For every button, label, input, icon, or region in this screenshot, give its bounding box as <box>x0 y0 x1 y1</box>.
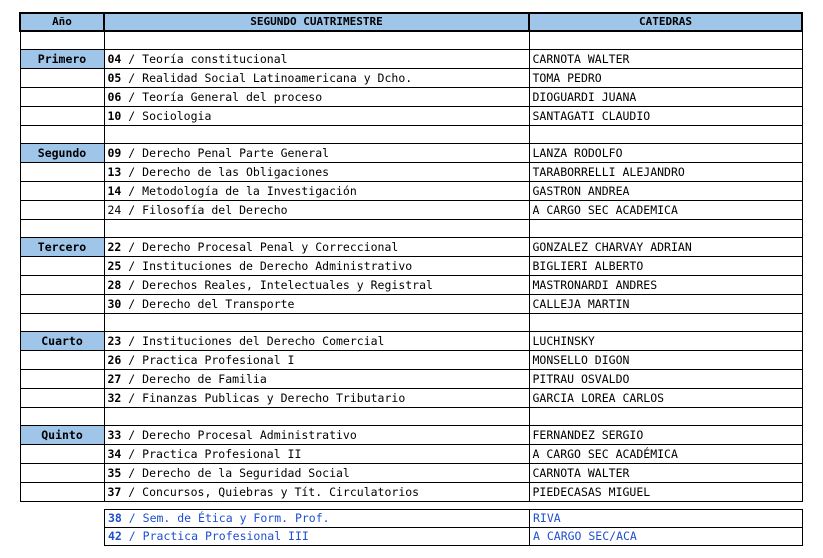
year-label: Tercero <box>20 238 104 257</box>
subject-cell <box>104 276 529 295</box>
professor-cell: A CARGO SEC ACADEMICA <box>529 201 802 220</box>
subject-name: Finanzas Publicas y Derecho Tributario <box>142 391 406 405</box>
subject-code: 13 <box>107 165 122 179</box>
subject-cell <box>104 257 529 276</box>
year-cell <box>20 445 104 464</box>
year-cell <box>20 182 104 201</box>
subject-name: Practica Profesional III <box>142 529 309 543</box>
extra-table <box>104 509 803 546</box>
separator: / <box>121 109 143 123</box>
subject-cell <box>104 182 529 201</box>
separator: / <box>121 240 143 254</box>
subject-cell <box>104 69 529 88</box>
separator: / <box>121 184 143 198</box>
separator: / <box>121 391 143 405</box>
subject-name: Instituciones del Derecho Comercial <box>142 334 385 348</box>
subject-code: 27 <box>107 372 122 386</box>
table-row <box>20 351 802 370</box>
subject-code: 04 <box>107 52 122 66</box>
separator: / <box>121 428 143 442</box>
separator: / <box>121 529 143 543</box>
subject-cell <box>104 163 529 182</box>
year-cell <box>20 276 104 295</box>
table-row <box>20 389 802 408</box>
year-cell <box>20 107 104 126</box>
subject-name: Filosofía del Derecho <box>142 203 288 217</box>
schedule-body <box>20 31 802 502</box>
spacer-cell <box>104 31 529 50</box>
spacer-cell <box>529 126 802 144</box>
subject-name: Practica Profesional I <box>142 353 295 367</box>
subject-code: 33 <box>107 428 122 442</box>
subject-name: Derechos Reales, Intelectuales y Registral <box>142 278 433 292</box>
subject-code: 09 <box>107 146 122 160</box>
separator: / <box>121 52 143 66</box>
subject-name: Derecho Penal Parte General <box>142 146 330 160</box>
spacer-cell <box>529 220 802 238</box>
subject-name: Derecho del Transporte <box>142 297 295 311</box>
subject-code: 24 <box>107 203 122 217</box>
separator: / <box>121 71 143 85</box>
subject-cell <box>104 445 529 464</box>
subject-cell <box>104 426 529 445</box>
year-label: Primero <box>20 50 104 69</box>
professor-cell: LANZA RODOLFO <box>529 144 802 163</box>
subject-cell <box>104 370 529 389</box>
professor-cell: FERNANDEZ SERGIO <box>529 426 802 445</box>
subject-cell <box>104 483 529 502</box>
year-label: Segundo <box>20 144 104 163</box>
year-cell <box>20 464 104 483</box>
subject-name: Derecho de Familia <box>142 372 267 386</box>
extra-row <box>105 528 803 546</box>
spacer-cell <box>529 314 802 332</box>
subject-name: Metodología de la Investigación <box>142 184 357 198</box>
separator: / <box>121 146 143 160</box>
subject-code: 37 <box>107 485 122 499</box>
subject-code: 28 <box>107 278 122 292</box>
spacer-cell <box>20 408 104 426</box>
subject-cell <box>104 50 529 69</box>
spacer-cell <box>20 314 104 332</box>
subject-name: Practica Profesional II <box>142 447 302 461</box>
subject-code: 23 <box>107 334 122 348</box>
separator: / <box>121 372 143 386</box>
subject-name: Sociologia <box>142 109 212 123</box>
subject-cell <box>104 389 529 408</box>
subject-code: 30 <box>107 297 122 311</box>
subject-cell <box>104 464 529 483</box>
table-row <box>20 332 802 351</box>
subject-code: 22 <box>107 240 122 254</box>
subject-code: 38 <box>108 511 122 525</box>
separator: / <box>121 203 143 217</box>
subject-cell <box>104 88 529 107</box>
table-row <box>20 182 802 201</box>
year-cell <box>20 389 104 408</box>
year-cell <box>20 69 104 88</box>
professor-cell: DIOGUARDI JUANA <box>529 88 802 107</box>
table-row <box>20 295 802 314</box>
year-label: Quinto <box>20 426 104 445</box>
table-row <box>20 276 802 295</box>
year-header: Año <box>20 13 104 31</box>
professor-cell: A CARGO SEC/ACA <box>530 528 803 546</box>
table-row <box>20 464 802 483</box>
professor-cell: GARCIA LOREA CARLOS <box>529 389 802 408</box>
spacer-cell <box>104 408 529 426</box>
spacer-cell <box>104 126 529 144</box>
spacer-cell <box>104 220 529 238</box>
table-row <box>20 370 802 389</box>
extra-body <box>105 510 803 546</box>
professor-cell: A CARGO SEC ACADÉMICA <box>529 445 802 464</box>
separator: / <box>121 447 143 461</box>
subject-code: 10 <box>107 109 122 123</box>
subject-cell <box>104 332 529 351</box>
subject-cell <box>105 528 530 546</box>
subject-code: 06 <box>107 90 122 104</box>
table-row <box>20 426 802 445</box>
professor-cell: BIGLIERI ALBERTO <box>529 257 802 276</box>
subject-name: Teoría General del proceso <box>142 90 323 104</box>
table-row <box>20 201 802 220</box>
spacer-row <box>20 408 802 426</box>
subject-name: Derecho Procesal Administrativo <box>142 428 357 442</box>
year-cell <box>20 201 104 220</box>
subject-code: 35 <box>107 466 122 480</box>
subject-cell <box>104 144 529 163</box>
spacer-cell <box>20 220 104 238</box>
table-row <box>20 238 802 257</box>
separator: / <box>121 485 143 499</box>
table-row <box>20 107 802 126</box>
professor-cell: RIVA <box>530 510 803 528</box>
professor-cell: GASTRON ANDREA <box>529 182 802 201</box>
year-cell <box>20 370 104 389</box>
spacer-cell <box>529 31 802 50</box>
subject-code: 05 <box>107 71 122 85</box>
subject-name: Instituciones de Derecho Administrativo <box>142 259 413 273</box>
year-cell <box>20 351 104 370</box>
table-row <box>20 50 802 69</box>
professor-cell: GONZALEZ CHARVAY ADRIAN <box>529 238 802 257</box>
subject-name: Realidad Social Latinoamericana y Dcho. <box>142 71 413 85</box>
separator: / <box>121 466 143 480</box>
professor-header: CATEDRAS <box>529 13 802 31</box>
spacer-row <box>20 220 802 238</box>
spacer-row <box>20 126 802 144</box>
professor-cell: LUCHINSKY <box>529 332 802 351</box>
separator: / <box>121 297 143 311</box>
professor-cell: SANTAGATI CLAUDIO <box>529 107 802 126</box>
table-row <box>20 69 802 88</box>
subject-cell <box>105 510 530 528</box>
table-row <box>20 163 802 182</box>
subject-cell <box>104 107 529 126</box>
subject-code: 34 <box>107 447 122 461</box>
year-cell <box>20 163 104 182</box>
professor-cell: CARNOTA WALTER <box>529 464 802 483</box>
separator: / <box>121 259 143 273</box>
year-cell <box>20 295 104 314</box>
spacer-cell <box>20 31 104 50</box>
spacer-row <box>20 31 802 50</box>
subject-cell <box>104 238 529 257</box>
header-row <box>20 13 802 31</box>
subject-name: Sem. de Ética y Form. Prof. <box>142 511 330 525</box>
year-cell <box>20 88 104 107</box>
subject-header: SEGUNDO CUATRIMESTRE <box>104 13 529 31</box>
separator: / <box>121 278 143 292</box>
table-row <box>20 88 802 107</box>
professor-cell: CALLEJA MARTIN <box>529 295 802 314</box>
professor-cell: CARNOTA WALTER <box>529 50 802 69</box>
professor-cell: TOMA PEDRO <box>529 69 802 88</box>
spacer-cell <box>104 314 529 332</box>
subject-code: 26 <box>107 353 122 367</box>
subject-cell <box>104 295 529 314</box>
spacer-row <box>20 314 802 332</box>
table-row <box>20 483 802 502</box>
separator: / <box>121 90 143 104</box>
subject-name: Teoría constitucional <box>142 52 288 66</box>
subject-name: Derecho de las Obligaciones <box>142 165 330 179</box>
subject-code: 32 <box>107 391 122 405</box>
subject-name: Derecho Procesal Penal y Correccional <box>142 240 399 254</box>
subject-code: 14 <box>107 184 122 198</box>
subject-cell <box>104 201 529 220</box>
separator: / <box>121 353 143 367</box>
year-label: Cuarto <box>20 332 104 351</box>
separator: / <box>121 334 143 348</box>
year-cell <box>20 483 104 502</box>
spacer-cell <box>529 408 802 426</box>
subject-cell <box>104 351 529 370</box>
table-row <box>20 257 802 276</box>
table-row <box>20 144 802 163</box>
professor-cell: PITRAU OSVALDO <box>529 370 802 389</box>
subject-code: 42 <box>108 529 122 543</box>
professor-cell: MASTRONARDI ANDRES <box>529 276 802 295</box>
table-row <box>20 445 802 464</box>
subject-name: Derecho de la Seguridad Social <box>142 466 350 480</box>
professor-cell: MONSELLO DIGON <box>529 351 802 370</box>
separator: / <box>121 165 143 179</box>
year-cell <box>20 257 104 276</box>
schedule-table <box>19 12 803 502</box>
subject-code: 25 <box>107 259 122 273</box>
professor-cell: TARABORRELLI ALEJANDRO <box>529 163 802 182</box>
professor-cell: PIEDECASAS MIGUEL <box>529 483 802 502</box>
extra-row <box>105 510 803 528</box>
separator: / <box>121 511 143 525</box>
subject-name: Concursos, Quiebras y Tít. Circulatorios <box>142 485 420 499</box>
spacer-cell <box>20 126 104 144</box>
